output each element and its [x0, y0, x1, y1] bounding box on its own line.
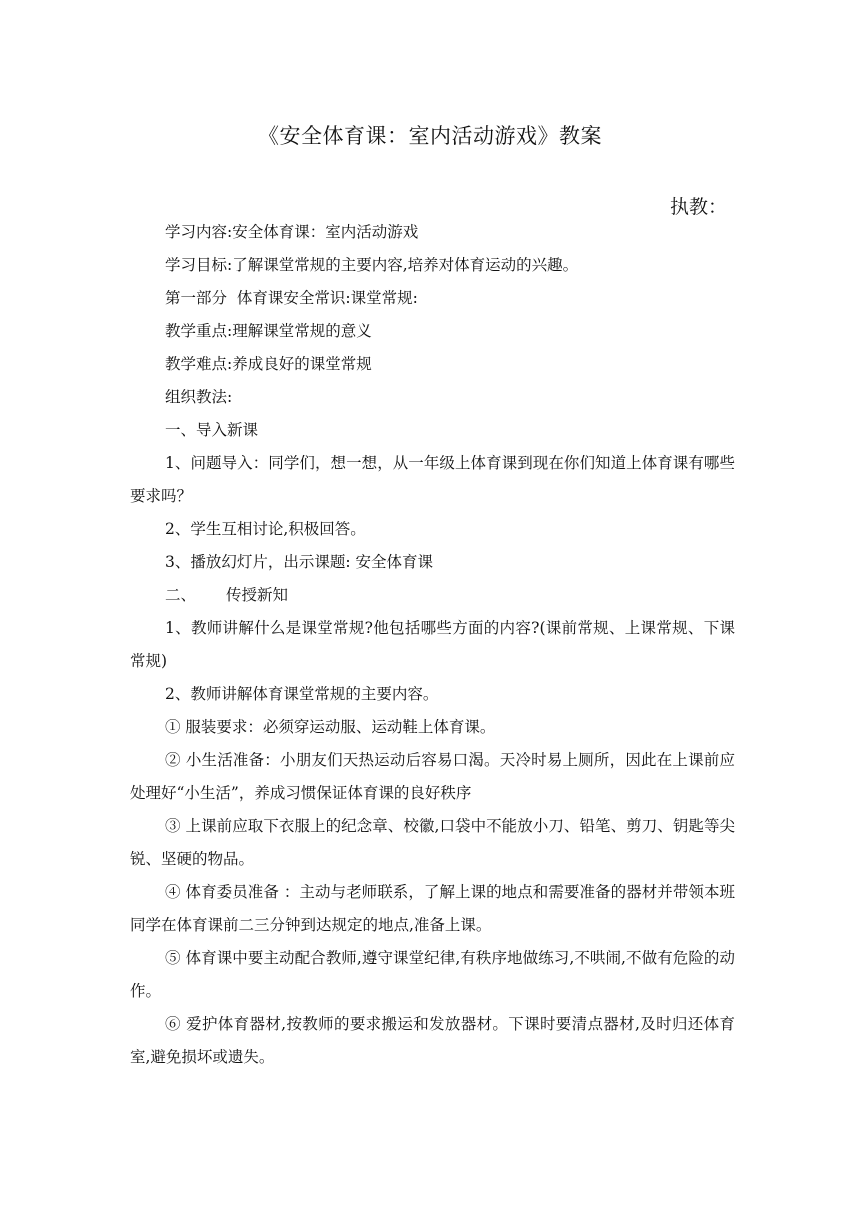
paragraph-intro-2: 2、学生互相讨论,积极回答。	[165, 520, 366, 538]
paragraph-difficulty: 教学难点:养成良好的课堂常规	[165, 355, 372, 373]
list-item-equipment: ⑥ 爱护体育器材,按教师的要求搬运和发放器材。下课时要清点器材,及时归还体育室,避免损坏或遗失。	[130, 1015, 735, 1066]
list-item-remove-items: ③ 上课前应取下衣服上的纪念章、校徽,口袋中不能放小刀、铅笔、剪刀、钥匙等尖锐、坚硬的物品。	[130, 817, 735, 868]
paragraph-teach-1: 1、教师讲解什么是课堂常规?他包括哪些方面的内容?(课前常规、上课常规、下课常规)	[130, 619, 735, 670]
document-title: 《安全体育课：室内活动游戏》教案	[258, 124, 602, 148]
instructor-label: 执教：	[670, 196, 728, 218]
list-item-preparation: ② 小生活准备：小朋友们天热运动后容易口渴。天冷时易上厕所，因此在上课前应处理好“小生活”，养成习惯保证体育课的良好秩序	[130, 751, 735, 802]
paragraph-learning-content: 学习内容:安全体育课：室内活动游戏	[165, 223, 419, 241]
section-two-number: 二、	[165, 586, 197, 604]
paragraph-key-point: 教学重点:理解课堂常规的意义	[165, 322, 372, 340]
list-item-discipline: ⑤ 体育课中要主动配合教师,遵守课堂纪律,有秩序地做练习,不哄闹,不做有危险的动作。	[130, 949, 735, 1000]
paragraph-part-one: 第一部分 体育课安全常识:课堂常规:	[165, 289, 418, 307]
document-body	[130, 216, 735, 1074]
paragraph-learning-goal: 学习目标:了解课堂常规的主要内容,培养对体育运动的兴趣。	[165, 256, 579, 274]
list-item-clothing: ① 服装要求：必须穿运动服、运动鞋上体育课。	[165, 718, 496, 736]
heading-section-one: 一、导入新课	[165, 421, 259, 439]
paragraph-organization: 组织教法:	[165, 388, 233, 406]
paragraph-intro-3: 3、播放幻灯片，出示课题: 安全体育课	[165, 553, 434, 571]
heading-section-two	[130, 579, 735, 612]
paragraph-teach-2: 2、教师讲解体育课堂常规的主要内容。	[165, 685, 439, 703]
list-item-sports-monitor: ④ 体育委员准备 ：主动与老师联系，了解上课的地点和需要准备的器材并带领本班同学在体育课前二三分钟到达规定的地点,准备上课。	[130, 883, 735, 934]
paragraph-intro-1: 1、问题导入：同学们，想一想，从一年级上体育课到现在你们知道上体育课有哪些要求吗？	[130, 454, 735, 505]
section-two-title: 传授新知	[226, 586, 289, 604]
